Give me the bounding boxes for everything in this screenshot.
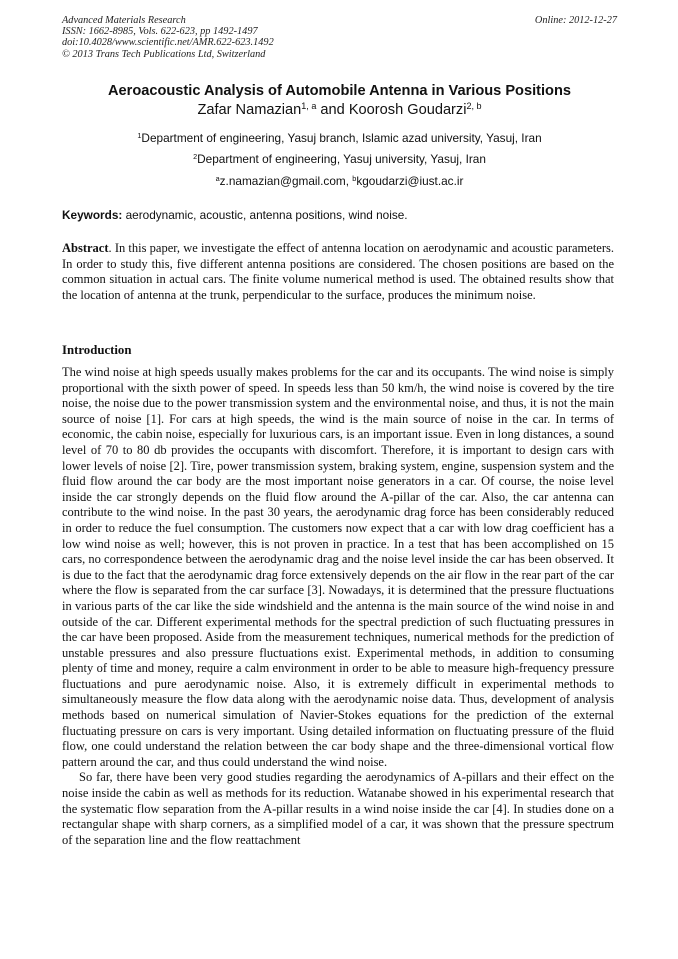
- affiliation-2: [62, 152, 617, 166]
- affiliation-2-mark: 2: [193, 151, 198, 161]
- author-join: and: [316, 102, 349, 118]
- abstract-label: Abstract: [62, 241, 109, 255]
- keywords-label: Keywords:: [62, 208, 123, 222]
- introduction-paragraph-1: The wind noise at high speeds usually makes problems for the car and its occupants. The wind noise is simply proportional with the sixth power of speed. In speeds less than 50 km/h, the wind noise is covered by the tire noise, the noise due to the power transmission system and the environmental noise, and thus, it is not the main source of noise [1]. For cars at high speeds, the wind is the main source of noise in the car. In terms of economic, the cabin noise, especially for luxurious cars, is an important issue. Even in long distances, a sound level of 70 to 80 db provides the occupants with discomfort. Therefore, it is important to design cars with lower levels of noise [2]. Tire, power transmission system, braking system, engine, suspension system and the fluid flow around the car body are the most important noise generators in a car. Of course, the noise level inside the car strongly depends on the fluid flow around the A-pillar of the car. Also, the car antenna can contribute to the wind noise. In the past 30 years, the aerodynamic drag force has been considerably reduced in order to reduce the fuel consumption. The customers now expect that a car with low drag coefficient has a low wind noise as well; however, this is not proven in practice. In a test that has been accomplished on 15 cars, no correspondence between the aerodynamic drag and the noise level inside the car has been observed. It is due to the fact that the aerodynamic drag force extensively depends on the air flow in the rear part of the car where the flow is separated from the car surface [3]. Nowadays, it is determined that the pressure fluctuations in various parts of the car like the side windshield and the antenna is the main source of the wind noise in and outside of the car. Different experimental methods for the spectral prediction of such fluctuating pressures in the car have been proposed. Aside from the measurement techniques, numerical methods for the prediction of unstable pressures and also pressure fluctuations exist. Experimental methods, in addition to consuming plenty of time and money, require a calm environment in order to be able to measure high-frequency pressure fluctuations and pure aerodynamic noise. Also, it is extremely difficult in experimental methods to simultaneously measure the flow data along with the aerodynamic noise data. Thus, development of analysis methods based on numerical simulation of Navier-Stokes equations for the prediction of the external fluctuating pressure on cars is very important. Using detailed information on fluctuating pressure of the fluid flow, one could understand the relation between the car body shape and the three-dimensional vortical flow pattern around the car, and thus could understand the wind noise.: [62, 365, 614, 769]
- author-1-affiliation-mark: 1, a: [301, 101, 317, 112]
- affiliation-1: [62, 131, 617, 145]
- keywords-text: aerodynamic, acoustic, antenna positions, wind noise.: [122, 208, 408, 222]
- journal-header: [62, 15, 617, 60]
- paper-title: Aeroacoustic Analysis of Automobile Antenna in Various Positions: [107, 83, 572, 99]
- author-line: [62, 101, 617, 119]
- affiliation-2-text: Department of engineering, Yasuj university, Yasuj, Iran: [197, 152, 486, 166]
- email-a: z.namazian@gmail.com,: [219, 174, 353, 188]
- doi-line: doi:10.4028/www.scientific.net/AMR.622-623.1492: [62, 37, 274, 49]
- copyright-line: © 2013 Trans Tech Publications Ltd, Switzerland: [62, 48, 266, 60]
- keywords: [62, 208, 617, 222]
- author-2: Koorosh Goudarzi: [348, 102, 467, 118]
- email-b: kgoudarzi@iust.ac.ir: [356, 174, 464, 188]
- author-2-affiliation-mark: 2, b: [466, 101, 482, 112]
- author-emails: [62, 174, 617, 188]
- email-b-mark: b: [352, 173, 357, 183]
- affiliation-1-mark: 1: [137, 130, 142, 140]
- introduction-paragraph-2: So far, there have been very good studies regarding the aerodynamics of A-pillars and their effect on the noise inside the cabin as well as methods for its reduction. Watanabe showed in his experimental research that the systematic flow separation from the A-pillar results in a wind noise inside the car [4]. In studies done on a rectangular shape with sharp corners, as a simplified model of a car, it was shown that the pressure spectrum of the separation line and the flow reattachment: [62, 770, 614, 847]
- affiliation-1-text: Department of engineering, Yasuj branch, Islamic azad university, Yasuj, Iran: [141, 131, 542, 145]
- author-1: Zafar Namazian: [197, 102, 302, 118]
- abstract: [62, 241, 614, 303]
- introduction-body: [62, 365, 614, 848]
- abstract-text: . In this paper, we investigate the effect of antenna location on aerodynamic and acoustic parameters. In order to study this, five different antenna positions are considered. The chosen positions are based on the common situation in actual cars. The finite volume numerical method is used. The obtained results show that the location of antenna at the trunk, perpendicular to the surface, produces the minimum noise.: [62, 241, 614, 302]
- issn-line: ISSN: 1662-8985, Vols. 622-623, pp 1492-1497: [62, 26, 258, 38]
- email-a-mark: a: [215, 173, 220, 183]
- introduction-heading: Introduction: [62, 343, 132, 357]
- journal-name: Advanced Materials Research: [62, 15, 186, 26]
- online-date: Online: 2012-12-27: [534, 15, 617, 26]
